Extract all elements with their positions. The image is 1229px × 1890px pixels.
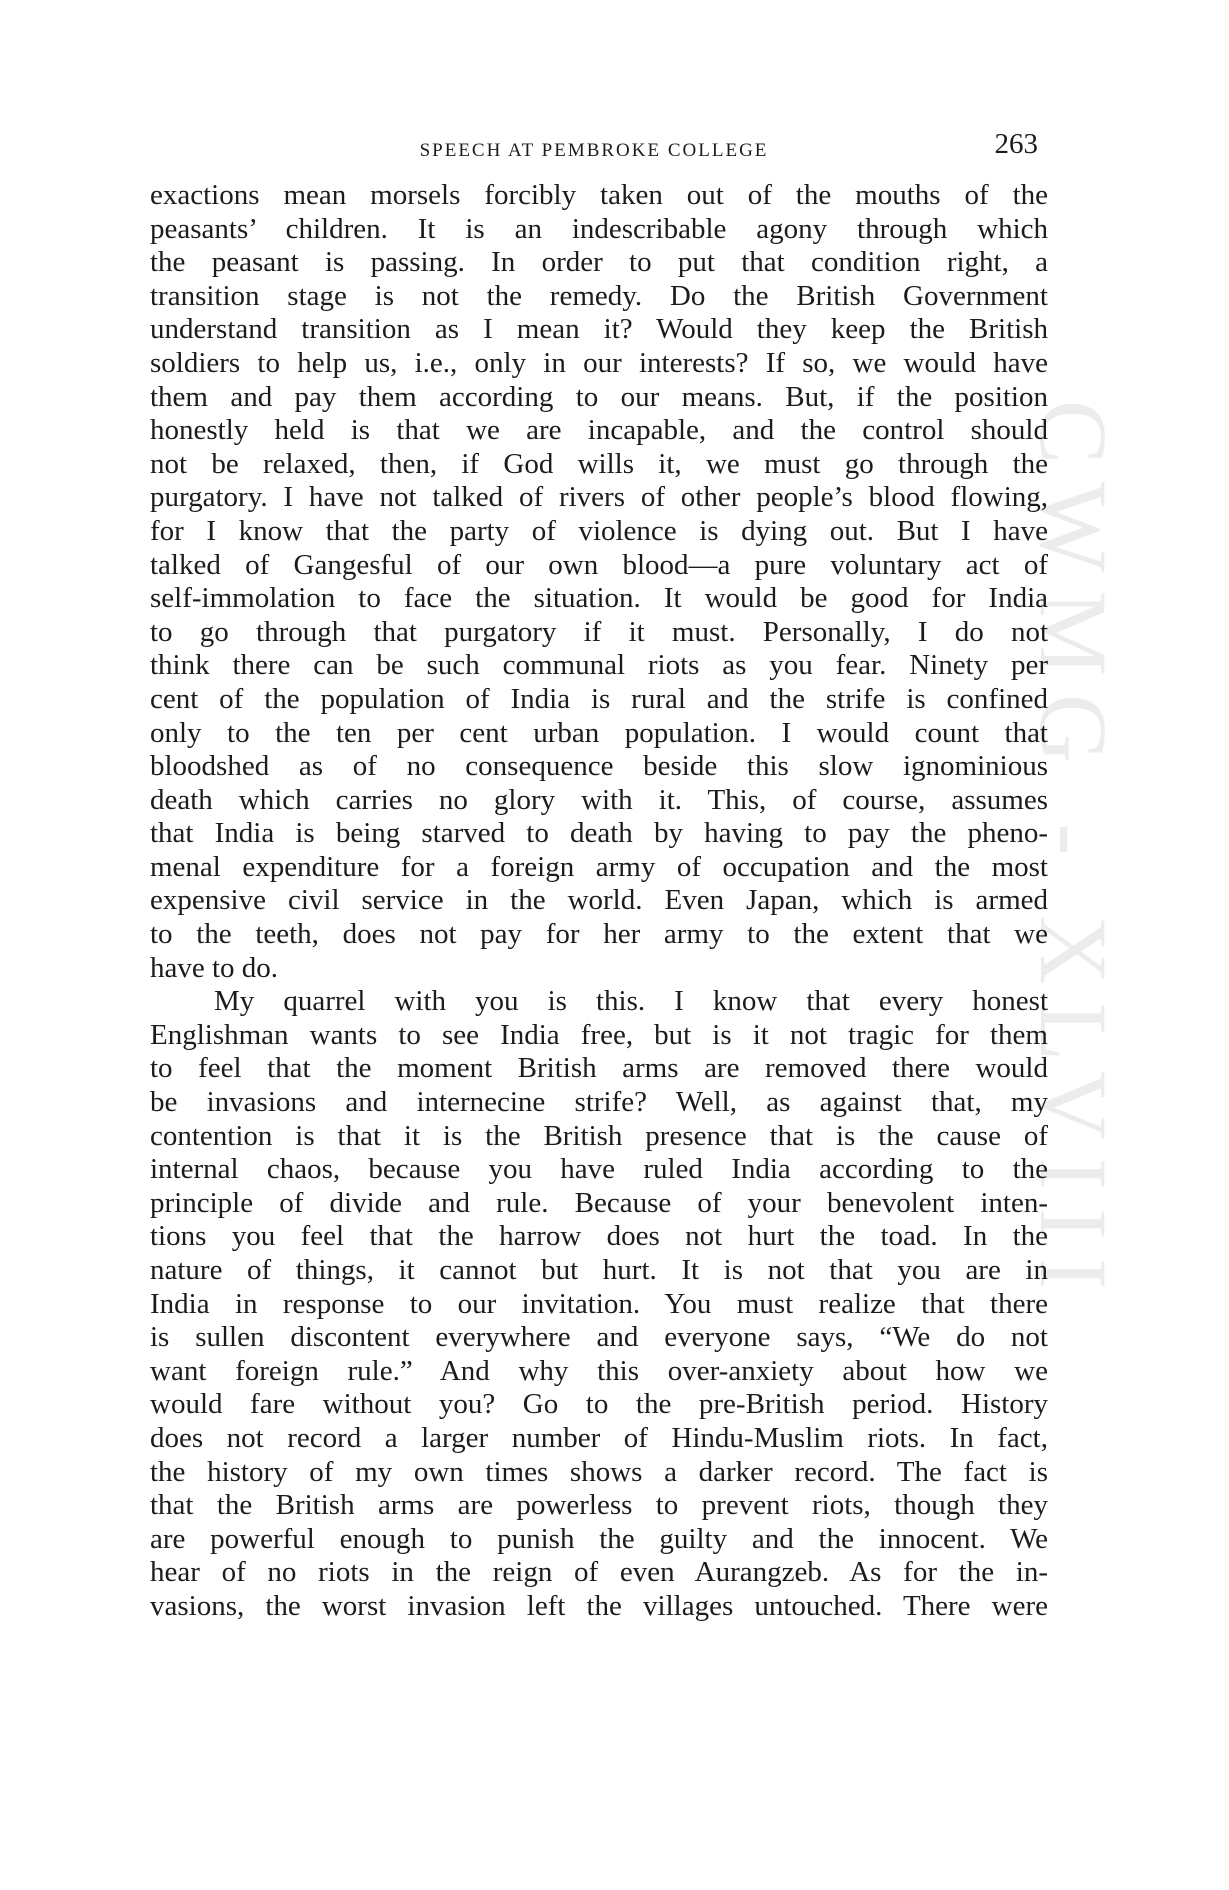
text-line: nature of things, it cannot but hurt. It is not that you are in xyxy=(150,1254,1048,1286)
text-line: only to the ten per cent urban population. I would count that xyxy=(150,716,1048,749)
text-line: not be relaxed, then, if God wills it, we must go through the xyxy=(150,447,1048,480)
text-line: want foreign rule.” And why this over-anxiety about how we xyxy=(150,1354,1048,1387)
text-line: contention is that it is the British presence that is the cause of xyxy=(150,1119,1048,1152)
text-line: honestly held is that we are incapable, and the control should xyxy=(150,414,1048,447)
text-line: hear of no riots in the reign of even Aurangzeb. As for the in- xyxy=(150,1556,1048,1589)
text-line: purgatory. I have not talked of rivers of other people’s blood flowing, xyxy=(150,481,1048,514)
paragraph-1 xyxy=(150,179,1048,985)
text-line: to feel that the moment British arms are removed there would xyxy=(150,1052,1048,1085)
text-line: the history of my own times shows a darker record. The fact is xyxy=(150,1455,1048,1488)
text-line: that India is being starved to death by having to pay the pheno- xyxy=(150,817,1048,850)
text-line: does not record a larger number of Hindu-Muslim riots. In fact, xyxy=(150,1421,1048,1454)
text-line: self-immolation to face the situation. It would be good for India xyxy=(150,582,1048,615)
text-line: understand transition as I mean it? Would they keep the British xyxy=(150,313,1048,346)
text-line: exactions mean morsels forcibly taken out of the mouths of the xyxy=(150,179,1048,211)
text-line: for I know that the party of violence is dying out. But I have xyxy=(150,514,1048,547)
text-line: to go through that purgatory if it must. Personally, I do not xyxy=(150,615,1048,648)
text-line: is sullen discontent everywhere and everyone says, “We do not xyxy=(150,1321,1048,1354)
text-line: principle of divide and rule. Because of your benevolent inten- xyxy=(150,1186,1048,1219)
text-line: cent of the population of India is rural and the strife is confined xyxy=(150,682,1048,715)
text-line: that the British arms are powerless to prevent riots, though they xyxy=(150,1489,1048,1522)
text-line: be invasions and internecine strife? Well, as against that, my xyxy=(150,1086,1048,1119)
text-line: bloodshed as of no consequence beside this slow ignominious xyxy=(150,750,1048,783)
page-number: 263 xyxy=(994,128,1038,160)
text-line: would fare without you? Go to the pre-British period. History xyxy=(150,1388,1048,1421)
text-line: peasants’ children. It is an indescribable agony through which xyxy=(150,212,1048,245)
text-line: vasions, the worst invasion left the villages untouched. There were xyxy=(150,1589,1048,1622)
text-line: have to do. xyxy=(150,951,279,984)
paragraph-2 xyxy=(150,985,1048,1623)
text-line: the peasant is passing. In order to put that condition right, a xyxy=(150,246,1048,279)
text-line: menal expenditure for a foreign army of occupation and the most xyxy=(150,850,1048,883)
text-line: death which carries no glory with it. This, of course, assumes xyxy=(150,783,1048,816)
text-line: transition stage is not the remedy. Do the British Government xyxy=(150,279,1048,312)
watermark-text: CWMG - XLVIII xyxy=(1020,400,1127,1308)
text-line: India in response to our invitation. You must realize that there xyxy=(150,1287,1048,1320)
text-line: are powerful enough to punish the guilty and the innocent. We xyxy=(150,1522,1048,1555)
body-text xyxy=(150,179,1048,1624)
text-line: expensive civil service in the world. Even Japan, which is armed xyxy=(150,884,1048,917)
text-line: them and pay them according to our means. But, if the position xyxy=(150,380,1048,413)
text-line: to the teeth, does not pay for her army to the extent that we xyxy=(150,918,1048,951)
text-line: internal chaos, because you have ruled India according to the xyxy=(150,1153,1048,1186)
text-line: Englishman wants to see India free, but is it not tragic for them xyxy=(150,1018,1048,1051)
text-line: think there can be such communal riots as you fear. Ninety per xyxy=(150,649,1048,682)
running-head: SPEECH AT PEMBROKE COLLEGE xyxy=(419,140,769,161)
text-line: My quarrel with you is this. I know that every honest xyxy=(214,985,1048,1018)
text-line: tions you feel that the harrow does not hurt the toad. In the xyxy=(150,1220,1048,1253)
page-header xyxy=(150,128,1038,168)
text-line: talked of Gangesful of our own blood—a pure voluntary act of xyxy=(150,548,1048,581)
text-line: soldiers to help us, i.e., only in our interests? If so, we would have xyxy=(150,346,1048,379)
